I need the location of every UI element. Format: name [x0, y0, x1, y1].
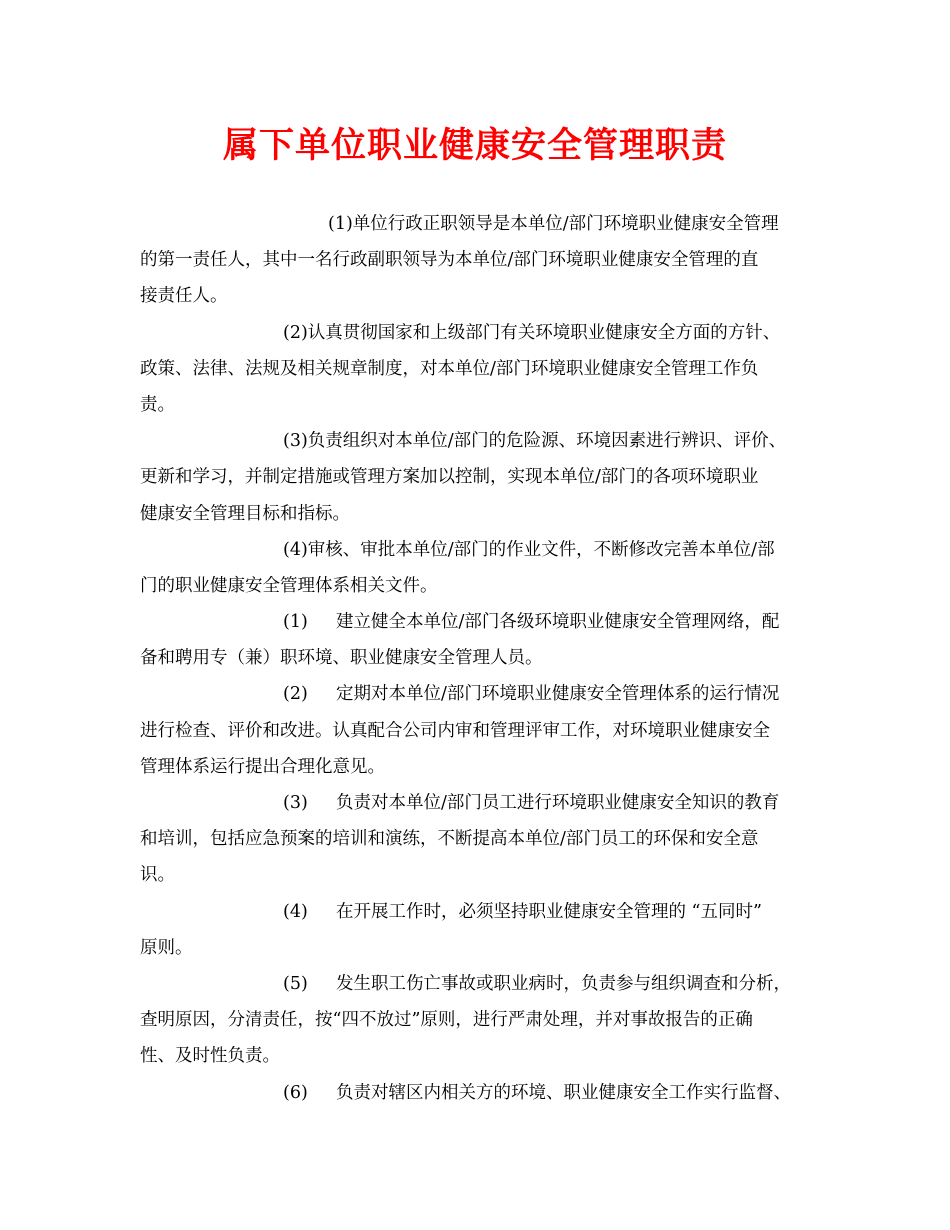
paragraph-line: (1)单位行政正职领导是本单位/部门环境职业健康安全管理	[328, 214, 779, 234]
paragraph-line: 查明原因，分清责任，按“四不放过”原则，进行严肃处理，并对事故报告的正确	[140, 1010, 753, 1031]
paragraph-line: 健康安全管理目标和指标。	[140, 503, 350, 524]
paragraph-line: 负责对本单位/部门员工进行环境职业健康安全知识的教育	[336, 793, 780, 813]
paragraph-line: 发生职工伤亡事故或职业病时，负责参与组织调查和分析，	[336, 973, 791, 994]
paragraph-line: (2)认真贯彻国家和上级部门有关环境职业健康安全方面的方针、	[283, 322, 781, 343]
paragraph-line: 更新和学习，并制定措施或管理方案加以控制，实现本单位/部门的各项环境职业	[140, 467, 759, 488]
paragraph	[140, 423, 820, 532]
document-title: 属下单位职业健康安全管理职责	[222, 125, 727, 166]
item-number: (4)	[283, 901, 308, 922]
numbered-paragraph	[140, 894, 820, 966]
item-number: (1)	[283, 612, 308, 633]
paragraph-line: 备和聘用专（兼）职环境、职业健康安全管理人员。	[140, 648, 543, 669]
numbered-paragraph	[140, 676, 820, 785]
paragraph-line: 门的职业健康安全管理体系相关文件。	[140, 575, 438, 596]
paragraph-line: 和培训，包括应急预案的培训和演练，不断提高本单位/部门员工的环保和安全意	[140, 829, 759, 850]
paragraph-line: 建立健全本单位/部门各级环境职业健康安全管理网络，配	[336, 612, 780, 633]
numbered-paragraph	[140, 604, 820, 676]
paragraph-line: 政策、法律、法规及相关规章制度，对本单位/部门环境职业健康安全管理工作负	[140, 358, 759, 379]
paragraph-line: 识。	[140, 865, 175, 886]
document-body	[140, 206, 820, 1111]
paragraph	[140, 532, 820, 604]
paragraph-line: 管理体系运行提出合理化意见。	[140, 756, 385, 777]
paragraph-line: 的第一责任人，其中一名行政副职领导为本单位/部门环境职业健康安全管理的直	[140, 250, 759, 271]
paragraph-line: 原则。	[140, 937, 193, 958]
paragraph-line: (3)负责组织对本单位/部门的危险源、环境因素进行辨识、评价、	[283, 431, 787, 452]
item-number: (6)	[283, 1082, 308, 1103]
paragraph-line: 进行检查、评价和改进。认真配合公司内审和管理评审工作，对环境职业健康安全	[140, 720, 770, 741]
paragraph-line: 在开展工作时，必须坚持职业健康安全管理的 “五同时”	[336, 901, 762, 922]
paragraph-line: 接责任人。	[140, 286, 228, 307]
item-number: (2)	[283, 684, 308, 705]
numbered-paragraph	[140, 966, 820, 1075]
paragraph	[140, 315, 820, 424]
item-number: (3)	[283, 793, 308, 813]
numbered-paragraph	[140, 785, 820, 894]
paragraph-line: 责。	[140, 394, 175, 415]
paragraph-line: 定期对本单位/部门环境职业健康安全管理体系的运行情况	[336, 684, 780, 705]
paragraph	[140, 206, 820, 315]
item-number: (5)	[283, 973, 308, 994]
numbered-paragraph	[140, 1075, 820, 1111]
paragraph-line: 性、及时性负责。	[140, 1046, 280, 1067]
paragraph-line: (4)审核、审批本单位/部门的作业文件，不断修改完善本单位/部	[283, 539, 775, 560]
paragraph-line: 负责对辖区内相关方的环境、职业健康安全工作实行监督、	[336, 1082, 791, 1103]
